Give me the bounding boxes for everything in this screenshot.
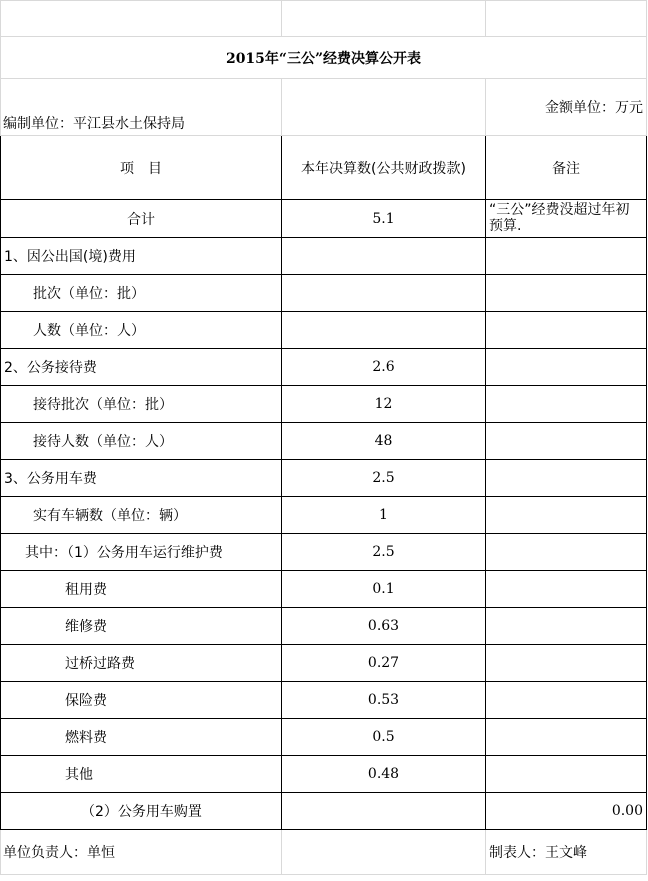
- row-remark[interactable]: 0.00: [486, 793, 647, 830]
- row-label[interactable]: 租用费: [1, 571, 282, 608]
- row-value[interactable]: [282, 238, 486, 275]
- table-row: [1, 275, 647, 312]
- blank-cell[interactable]: [1, 1, 282, 37]
- row-label[interactable]: 接待批次（单位：批）: [1, 386, 282, 423]
- table-row: [1, 497, 647, 534]
- row-remark[interactable]: [486, 386, 647, 423]
- row-value[interactable]: 2.6: [282, 349, 486, 386]
- table-row: [1, 608, 647, 645]
- header-item[interactable]: 项 目: [1, 136, 282, 200]
- table-row: [1, 312, 647, 349]
- row-remark[interactable]: [486, 682, 647, 719]
- table-row: [1, 386, 647, 423]
- blank-row: [1, 1, 647, 37]
- row-remark[interactable]: [486, 312, 647, 349]
- row-label[interactable]: 2、公务接待费: [1, 349, 282, 386]
- row-label[interactable]: 其他: [1, 756, 282, 793]
- table-row: [1, 682, 647, 719]
- table-row: [1, 793, 647, 830]
- row-label[interactable]: 实有车辆数（单位：辆）: [1, 497, 282, 534]
- row-remark[interactable]: [486, 275, 647, 312]
- blank-cell[interactable]: [282, 79, 486, 136]
- row-remark[interactable]: [486, 534, 647, 571]
- row-label[interactable]: 过桥过路费: [1, 645, 282, 682]
- table-row: [1, 571, 647, 608]
- currency-unit[interactable]: 金额单位：万元: [486, 79, 647, 136]
- row-label[interactable]: 合计: [1, 200, 282, 238]
- row-value[interactable]: 0.63: [282, 608, 486, 645]
- table-row: [1, 719, 647, 756]
- footer-row: [1, 830, 647, 875]
- table-row: [1, 756, 647, 793]
- row-value[interactable]: [282, 312, 486, 349]
- row-label[interactable]: 其中：（1）公务用车运行维护费: [1, 534, 282, 571]
- title-row: [1, 37, 647, 79]
- header-row: [1, 136, 647, 200]
- unit-row: [1, 79, 647, 136]
- row-label[interactable]: 燃料费: [1, 719, 282, 756]
- row-label[interactable]: 保险费: [1, 682, 282, 719]
- blank-cell[interactable]: [486, 1, 647, 37]
- row-value[interactable]: [282, 793, 486, 830]
- row-value[interactable]: 0.48: [282, 756, 486, 793]
- blank-cell[interactable]: [282, 1, 486, 37]
- row-label[interactable]: 1、因公出国(境)费用: [1, 238, 282, 275]
- header-amount[interactable]: 本年决算数(公共财政拨款): [282, 136, 486, 200]
- preparer[interactable]: 制表人：王文峰: [486, 830, 647, 875]
- row-value[interactable]: 2.5: [282, 460, 486, 497]
- blank-cell[interactable]: [282, 830, 486, 875]
- row-remark[interactable]: [486, 497, 647, 534]
- table-row: [1, 238, 647, 275]
- row-remark[interactable]: [486, 756, 647, 793]
- row-remark[interactable]: [486, 460, 647, 497]
- row-label[interactable]: 维修费: [1, 608, 282, 645]
- row-value[interactable]: 48: [282, 423, 486, 460]
- header-remark[interactable]: 备注: [486, 136, 647, 200]
- row-value[interactable]: 0.53: [282, 682, 486, 719]
- row-value[interactable]: 2.5: [282, 534, 486, 571]
- row-value[interactable]: 5.1: [282, 200, 486, 238]
- row-remark[interactable]: [486, 571, 647, 608]
- row-value[interactable]: 12: [282, 386, 486, 423]
- row-label[interactable]: 接待人数（单位：人）: [1, 423, 282, 460]
- row-label[interactable]: 3、公务用车费: [1, 460, 282, 497]
- row-remark[interactable]: [486, 608, 647, 645]
- table-row: [1, 534, 647, 571]
- responsible-person[interactable]: 单位负责人：单恒: [1, 830, 282, 875]
- row-remark[interactable]: [486, 645, 647, 682]
- row-remark[interactable]: [486, 349, 647, 386]
- table-row: [1, 200, 647, 238]
- row-remark[interactable]: [486, 719, 647, 756]
- row-value[interactable]: 0.5: [282, 719, 486, 756]
- row-remark[interactable]: [486, 423, 647, 460]
- row-label[interactable]: （2）公务用车购置: [1, 793, 282, 830]
- table-row: [1, 349, 647, 386]
- row-remark[interactable]: “三公”经费没超过年初预算.: [486, 200, 647, 238]
- table-title[interactable]: 2015年“三公”经费决算公开表: [1, 37, 647, 79]
- row-value[interactable]: [282, 275, 486, 312]
- row-label[interactable]: 人数（单位：人）: [1, 312, 282, 349]
- table-row: [1, 460, 647, 497]
- row-value[interactable]: 0.27: [282, 645, 486, 682]
- table-row: [1, 645, 647, 682]
- table-row: [1, 423, 647, 460]
- row-value[interactable]: 0.1: [282, 571, 486, 608]
- row-value[interactable]: 1: [282, 497, 486, 534]
- row-label[interactable]: 批次（单位：批）: [1, 275, 282, 312]
- compiling-unit[interactable]: 编制单位：平江县水土保持局: [1, 79, 282, 136]
- row-remark[interactable]: [486, 238, 647, 275]
